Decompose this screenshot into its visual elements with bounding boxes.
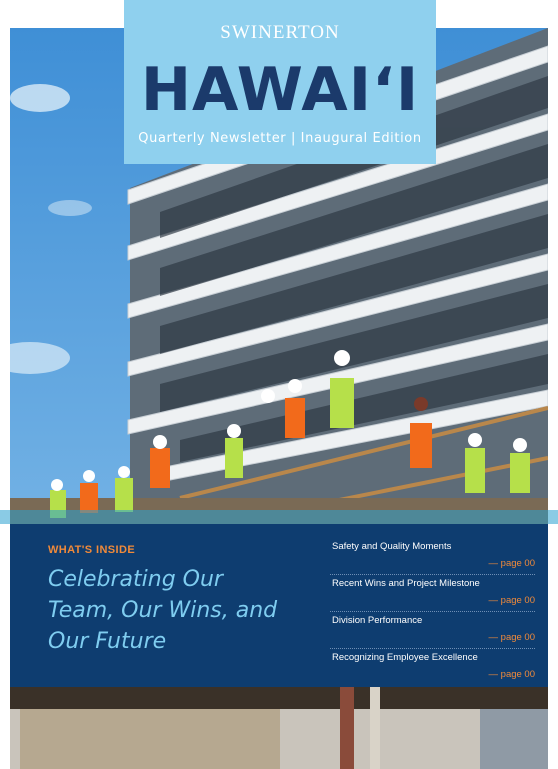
toc-item[interactable] — [330, 649, 535, 685]
whats-inside-label: WHAT'S INSIDE — [48, 544, 136, 556]
cover-headline: Celebrating Our Team, Our Wins, and Our Future — [48, 567, 278, 654]
newsletter-title: HAWAIʻI — [140, 55, 420, 125]
newsletter-subtitle: Quarterly Newsletter | Inaugural Edition — [138, 131, 422, 146]
masthead — [124, 0, 436, 164]
toc-item-page: — page 00 — [488, 632, 535, 643]
toc-item-page: — page 00 — [488, 669, 535, 680]
toc-item-title: Recent Wins and Project Milestone — [332, 578, 480, 589]
toc-item-title: Division Performance — [332, 615, 423, 626]
toc-item-title: Recognizing Employee Excellence — [332, 652, 478, 663]
accent-strip — [0, 510, 558, 524]
bottom-photo-strip — [10, 687, 548, 769]
toc-item-page: — page 00 — [488, 558, 535, 569]
toc-item-page: — page 00 — [488, 595, 535, 606]
brand-logo: SWINERTON — [220, 22, 340, 43]
table-of-contents — [330, 538, 535, 685]
toc-item[interactable] — [330, 612, 535, 649]
whats-inside-panel — [10, 524, 548, 687]
toc-item-title: Safety and Quality Moments — [332, 541, 452, 552]
toc-item[interactable] — [330, 575, 535, 612]
toc-item[interactable] — [330, 538, 535, 575]
